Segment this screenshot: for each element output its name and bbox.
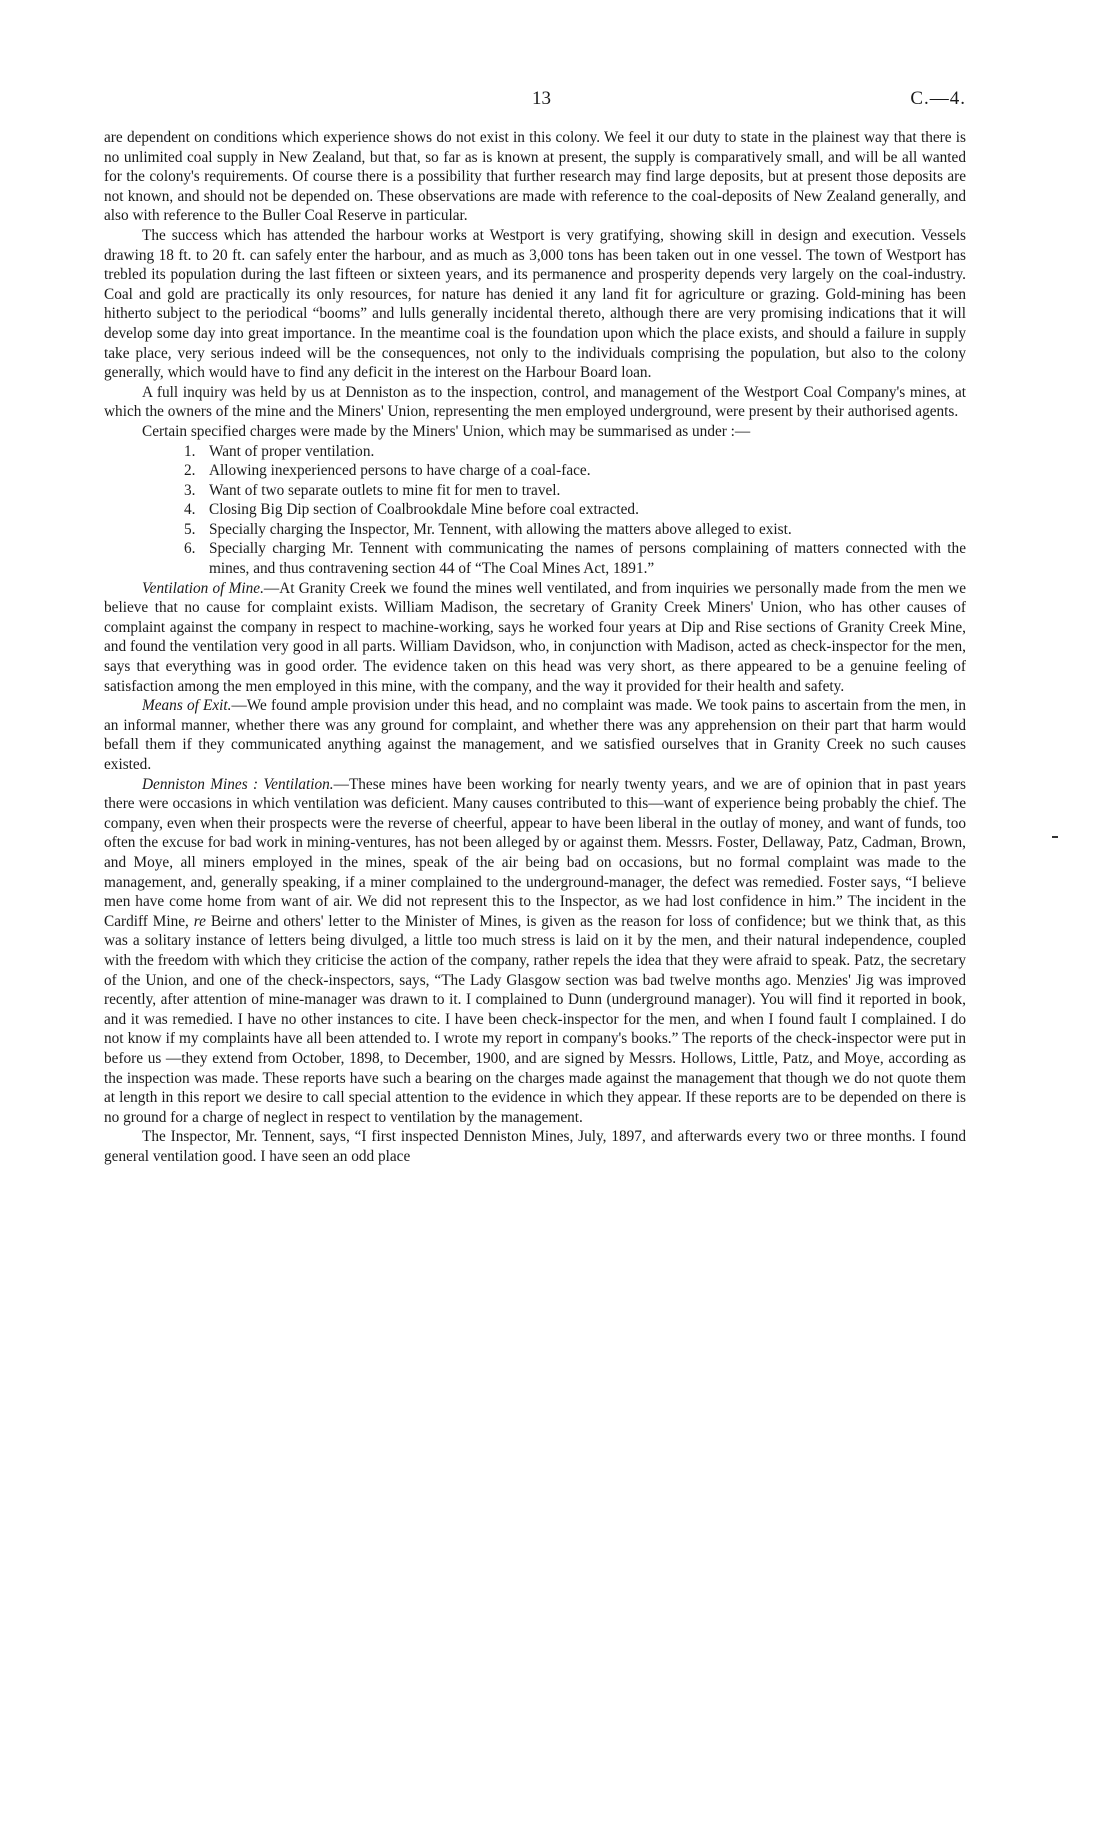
margin-mark (1052, 836, 1058, 838)
charges-list (104, 442, 966, 579)
body-text (104, 128, 966, 1166)
list-item-text: Closing Big Dip section of Coalbrookdale Mine before coal extracted. (209, 501, 639, 519)
page-number: 13 (532, 88, 551, 109)
paragraph-means-of-exit (104, 696, 966, 774)
paragraph-ventilation-of-mine (104, 579, 966, 697)
section-heading-ventilation-of-mine: Ventilation of Mine. (142, 579, 264, 597)
section-heading-denniston-mines: Denniston Mines : Ventilation. (142, 775, 334, 793)
paragraph-1: are dependent on conditions which experience shows do not exist in this colony. We feel it our duty to state in the plainest way that there is no unlimited coal supply in New Zealand, but that, so far as is known at present, the supply is comparatively small, and will be all wanted for the colony's requirements. Of course there is a possibility that further research may find large deposits, but at present those deposits are not known, and should not be depended on. These observations are made with reference to the coal-deposits of New Zealand generally, and also with reference to the Buller Coal Reserve in particular. (104, 129, 966, 225)
paragraph-ventilation-of-mine-text: —At Granity Creek we found the mines well ventilated, and from inquiries we personally made from the men we believe that no cause for complaint exists. William Madison, the secretary of Granity Creek Miners' Union, who has other causes of complaint against the company in respect to machine-working, says he worked four years at Dip and Rise sections of Granity Creek Mine, and found the ventilation very good in all parts. William Davidson, who, in conjunction with Madison, acted as check-inspector for the men, says that everything was in good order. The evidence taken on this head was very short, as there appeared to be a genuine feeling of satisfaction among the men employed in this mine, with the company, and the way it provided for their health and safety. (104, 579, 966, 695)
list-item-number: 3. (184, 481, 196, 499)
list-item-text: Specially charging Mr. Tennent with communicating the names of persons complaining of matters connected with the mines, and thus contravening section 44 of “The Coal Mines Act, 1891.” (209, 540, 966, 578)
re-italic: re (193, 912, 206, 930)
section-heading-means-of-exit: Means of Exit. (142, 697, 232, 715)
list-item (104, 520, 966, 540)
document-page (104, 88, 966, 1166)
list-item (104, 500, 966, 520)
list-item-text: Specially charging the Inspector, Mr. Tennent, with allowing the matters above alleged to exist. (209, 520, 792, 538)
page-header (104, 88, 966, 128)
list-item-text: Want of two separate outlets to mine fit for men to travel. (209, 481, 561, 499)
paragraph-inspector-tennent: The Inspector, Mr. Tennent, says, “I first inspected Denniston Mines, July, 1897, and afterwards every two or three months. I found general ventilation good. I have seen an odd place (104, 1128, 966, 1165)
paragraph-2: The success which has attended the harbour works at Westport is very gratifying, showing skill in design and execution. Vessels drawing 18 ft. to 20 ft. can safely enter the harbour, and as much as 3,000 tons has been taken out in one vessel. The town of Westport has trebled its population during the last fifteen or sixteen years, and its permanence and prosperity depends very largely on the coal-industry. Coal and gold are practically its only resources, for nature has denied it any land fit for agriculture or grazing. Gold-mining has been hitherto subject to the periodical “booms” and lulls generally incidental thereto, although there are very promising indications that it will develop some day into great importance. In the meantime coal is the foundation upon which the place exists, and should a failure in supply take place, very serious indeed will be the consequences, not only to the individuals comprising the population, but also to the colony generally, which would have to find any deficit in the interest on the Harbour Board loan. (104, 226, 966, 382)
document-reference: C.—4. (910, 88, 966, 109)
paragraph-denniston-mines-text-b: Beirne and others' letter to the Minister of Mines, is given as the reason for loss of confidence; but we think that, as this was a solitary instance of letters being divulged, a little too much stress is laid on it by the men, and their natural independence, coupled with the freedom with which they criticise the action of the company, rather repels the idea that they were afraid to speak. Patz, the secretary of the Union, and one of the check-inspectors, says, “The Lady Glasgow section was bad twelve months ago. Menzies' Jig was improved recently, after attention of mine-manager was drawn to it. I complained to Dunn (underground manager). You will find it reported in book, and it was remedied. I have no other instances to cite. I have been check-inspector for the men, and when I found fault I complained. I do not know if my complaints have all been attended to. I wrote my report in company's books.” The reports of the check-inspector were put in before us —they extend from October, 1898, to December, 1900, and are signed by Messrs. Hollows, Little, Patz, and Moye, according as the inspection was made. These reports have such a bearing on the charges made against the management that though we do not quote them at length in this report we desire to call special attention to the evidence in which they appear. If these reports are to be depended on there is no ground for a charge of neglect in respect to ventilation by the management. (104, 912, 966, 1126)
list-item-number: 6. (184, 540, 196, 558)
paragraph-denniston-mines-text-a: —These mines have been working for nearly twenty years, and we are of opinion that in past years there were occasions in which ventilation was deficient. Many causes contributed to this—want of experience being probably the chief. The company, even when their prospects were the reverse of cheerful, appear to have been liberal in the outlay of money, and want of funds, too often the excuse for bad work in mining-ventures, has not been alleged by or against them. Messrs. Foster, Dellaway, Patz, Cadman, Brown, and Moye, all miners employed in the mines, speak of the air being bad on occasions, but no formal complaint was made to the management, and, generally speaking, if a miner complained to the underground-manager, the defect was remedied. Foster says, “I believe men have come home from want of air. We did not represent this to the Inspector, as we had lost confidence in him.” The incident in the Cardiff Mine, (104, 775, 966, 930)
list-item-text: Want of proper ventilation. (209, 442, 375, 460)
paragraph-denniston-mines (104, 775, 966, 1128)
paragraph-means-of-exit-text: —We found ample provision under this head, and no complaint was made. We took pains to ascertain from the men, in an informal manner, whether there was any ground for complaint, and whether there was any apprehension on their part that harm would befall them if they communicated anything against the management, and we satisfied ourselves that in Granity Creek no such causes existed. (104, 697, 966, 773)
list-item-number: 1. (184, 442, 196, 460)
list-item-number: 2. (184, 462, 196, 480)
list-item (104, 481, 966, 501)
list-item (104, 539, 966, 578)
list-item-number: 5. (184, 520, 196, 538)
paragraph-3: A full inquiry was held by us at Denniston as to the inspection, control, and management of the Westport Coal Company's mines, at which the owners of the mine and the Miners' Union, representing the men employed underground, were present by their authorised agents. (104, 383, 966, 421)
list-item (104, 442, 966, 462)
list-item (104, 461, 966, 481)
paragraph-4: Certain specified charges were made by the Miners' Union, which may be summarised as under :— (142, 422, 751, 440)
list-item-number: 4. (184, 501, 196, 519)
list-item-text: Allowing inexperienced persons to have charge of a coal-face. (209, 462, 591, 480)
